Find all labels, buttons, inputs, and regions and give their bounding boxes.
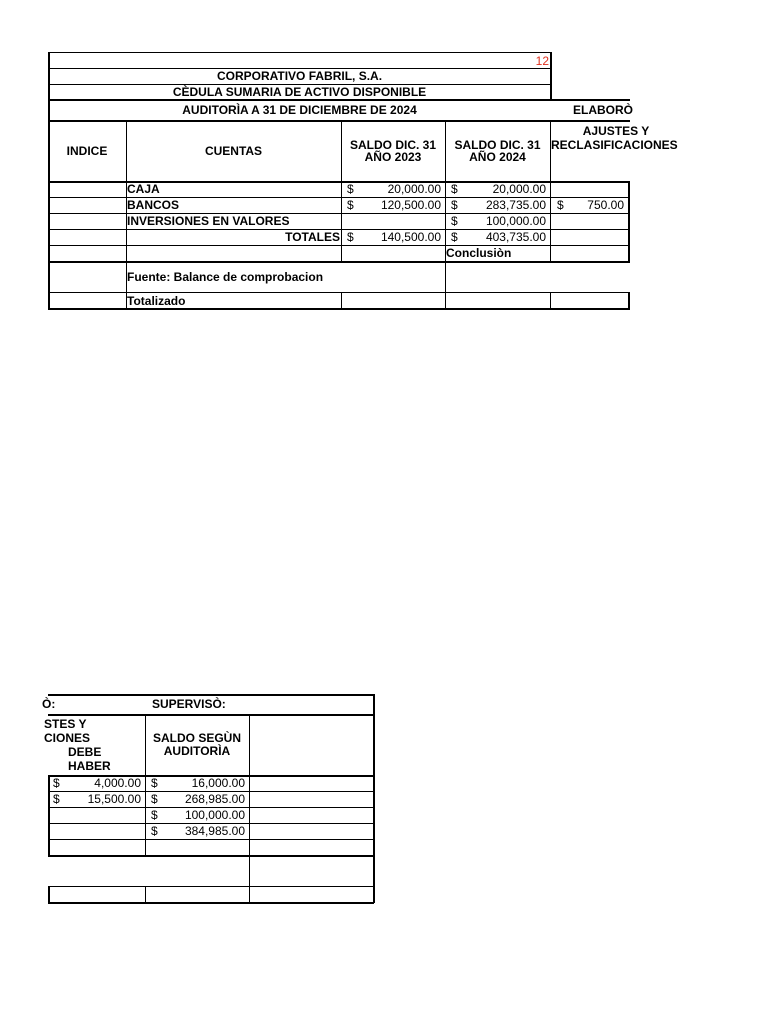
currency-symbol: $ [451, 230, 458, 244]
col-haber: HABER [68, 759, 111, 773]
total-saldo-auditoria: 384,985.00 [184, 824, 245, 838]
col-ajustes-line1: AJUSTES Y [582, 124, 650, 138]
saldo-auditoria-value: 16,000.00 [191, 776, 245, 790]
saldo-2024-value: 100,000.00 [485, 214, 546, 228]
currency-symbol: $ [53, 776, 60, 790]
saldo-2024-value: 20,000.00 [492, 182, 546, 196]
totalizado-note: Totalizado [127, 294, 186, 308]
saldo-auditoria-value: 100,000.00 [184, 808, 245, 822]
col-saldo-2024-line2: AÑO 2024 [469, 150, 526, 164]
col-ajustes-cont-line1: STES Y [44, 717, 87, 731]
col-saldo-auditoria-line2: AUDITORÌA [163, 744, 231, 758]
col-indice: INDICE [66, 144, 108, 158]
col-saldo-2023-line2: AÑO 2023 [364, 150, 422, 164]
total-saldo-2023: 140,500.00 [380, 230, 441, 244]
currency-symbol: $ [347, 198, 354, 212]
currency-symbol: $ [557, 198, 564, 212]
saldo-2024-value: 283,735.00 [485, 198, 546, 212]
elaboro-label: ELABORÒ [573, 103, 633, 117]
currency-symbol: $ [451, 198, 458, 212]
totals-label: TOTALES [285, 230, 340, 244]
saldo-2023-value: 20,000.00 [387, 182, 441, 196]
account-name: INVERSIONES EN VALORES [127, 214, 290, 228]
saldo-auditoria-value: 268,985.00 [184, 792, 245, 806]
account-name: BANCOS [127, 198, 180, 212]
total-saldo-2024: 403,735.00 [485, 230, 546, 244]
col-cuentas: CUENTAS [204, 144, 263, 158]
page-number: 12 [535, 54, 549, 68]
col-ajustes-cont-line2: CIONES [44, 731, 91, 745]
haber-value: 4,000.00 [94, 776, 141, 790]
haber-value: 15,500.00 [87, 792, 141, 806]
report-subtitle: AUDITORÌA A 31 DE DICIEMBRE DE 2024 [182, 103, 417, 117]
col-debe: DEBE [68, 745, 102, 759]
col-saldo-auditoria-line1: SALDO SEGÙN [152, 731, 241, 745]
elaboro-label-continued: Ò: [42, 697, 56, 711]
col-ajustes-clip [551, 124, 678, 156]
account-name: CAJA [127, 182, 160, 196]
currency-symbol: $ [151, 776, 158, 790]
debe-value: 750.00 [587, 198, 624, 212]
currency-symbol: $ [347, 182, 354, 196]
currency-symbol: $ [451, 182, 458, 196]
superviso-label: SUPERVISÒ: [152, 697, 226, 711]
currency-symbol: $ [451, 214, 458, 228]
conclusion-label: Conclusiòn [446, 246, 512, 260]
saldo-2023-value: 120,500.00 [380, 198, 441, 212]
col-saldo-2023-line1: SALDO DIC. 31 [349, 138, 436, 152]
currency-symbol: $ [347, 230, 354, 244]
currency-symbol: $ [53, 792, 60, 806]
company-name: CORPORATIVO FABRIL, S.A. [216, 69, 383, 83]
col-ajustes-line2: RECLASIFICACIONES [551, 138, 678, 152]
report-title: CÈDULA SUMARIA DE ACTIVO DISPONIBLE [172, 85, 427, 99]
col-saldo-2024-line1: SALDO DIC. 31 [454, 138, 541, 152]
ajustes-header-clip [44, 717, 144, 775]
elaboro-continued-clip [42, 697, 144, 713]
currency-symbol: $ [151, 792, 158, 806]
currency-symbol: $ [151, 824, 158, 838]
fuente-note: Fuente: Balance de comprobacion [127, 270, 324, 284]
currency-symbol: $ [151, 808, 158, 822]
